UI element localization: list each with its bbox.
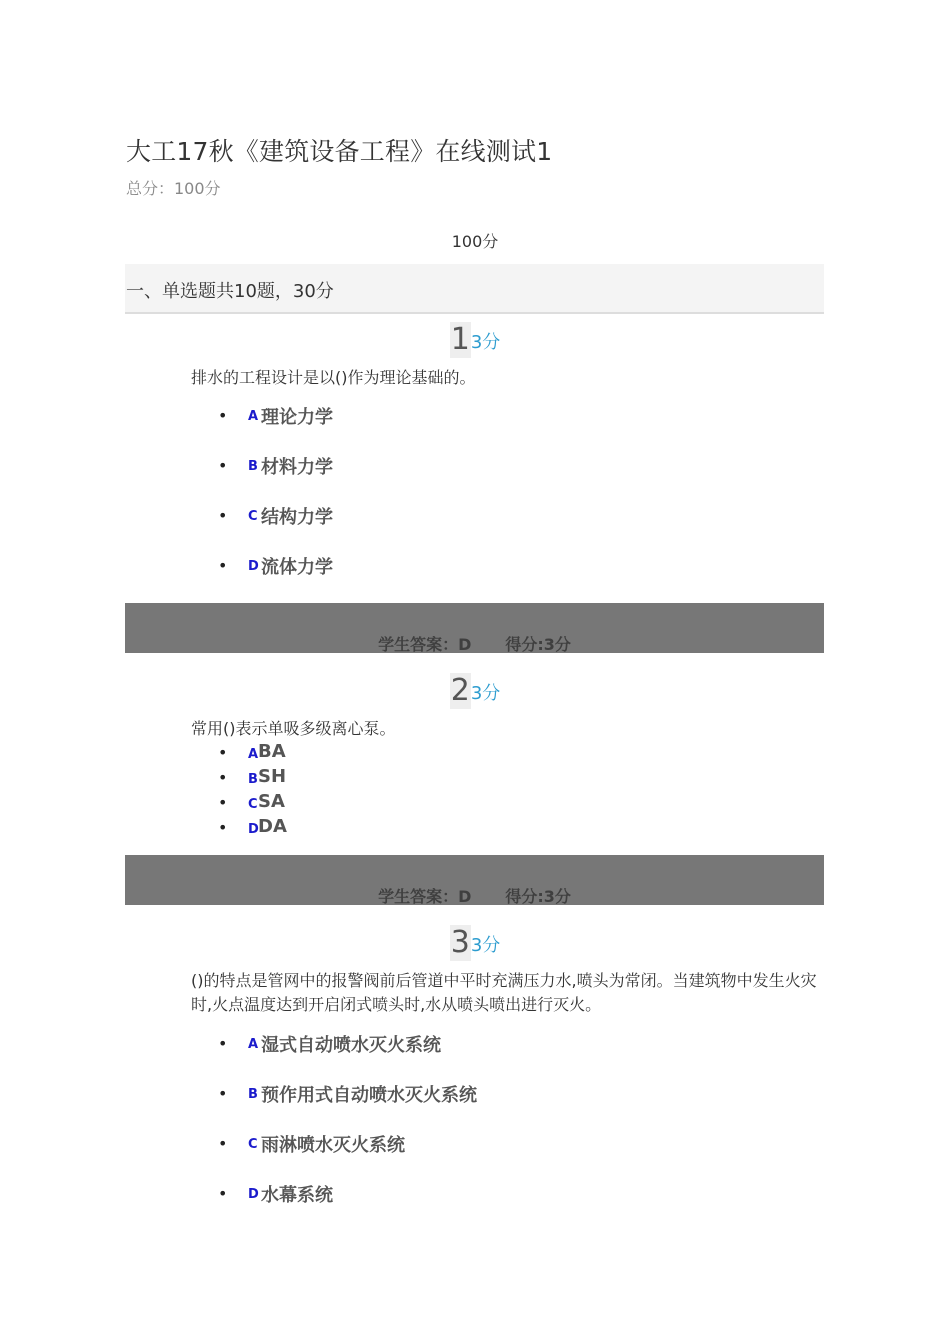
question-points: 3分 <box>470 683 501 704</box>
option-letter: C <box>248 509 258 524</box>
question-2-header <box>0 673 950 709</box>
bullet-icon: • <box>218 818 228 837</box>
option-letter: C <box>248 797 258 812</box>
page-title: 大工17秋《建筑设备工程》在线测试1 <box>126 137 553 166</box>
bullet-icon: • <box>218 793 228 812</box>
question-2-answer-bar <box>125 855 824 905</box>
option-letter: A <box>248 1037 259 1052</box>
answer-summary <box>125 884 824 907</box>
bullet-icon: • <box>218 506 228 525</box>
option-letter: B <box>248 772 258 787</box>
option-text: 流体力学 <box>261 557 333 578</box>
option-text: 预作用式自动喷水灭火系统 <box>261 1085 477 1106</box>
student-answer: 学生答案：D <box>378 635 472 654</box>
question-2-text: 常用()表示单吸多级离心泵。 <box>191 719 396 738</box>
question-points: 3分 <box>470 935 501 956</box>
option-text: 水幕系统 <box>261 1185 333 1206</box>
student-answer: 学生答案：D <box>378 887 472 906</box>
option-letter: D <box>248 559 259 574</box>
option-letter: A <box>248 747 259 762</box>
option-text: 材料力学 <box>261 457 333 478</box>
obtained-score: 100分 <box>451 232 499 251</box>
option-letter: D <box>248 1187 259 1202</box>
question-3-header <box>0 925 950 961</box>
earned-score: 得分:3分 <box>505 887 571 906</box>
option-text: BA <box>258 741 286 762</box>
bullet-icon: • <box>218 406 228 425</box>
bullet-icon: • <box>218 768 228 787</box>
option-text: 结构力学 <box>261 507 333 528</box>
option-letter: D <box>248 822 259 837</box>
total-score: 总分：100分 <box>126 179 221 198</box>
option-letter: A <box>248 409 259 424</box>
bullet-icon: • <box>218 1034 228 1053</box>
question-number: 1 <box>450 322 470 357</box>
bullet-icon: • <box>218 1134 228 1153</box>
option-letter: C <box>248 1137 258 1152</box>
bullet-icon: • <box>218 1084 228 1103</box>
answer-summary <box>125 632 824 655</box>
bullet-icon: • <box>218 1184 228 1203</box>
option-text: 雨淋喷水灭火系统 <box>261 1135 405 1156</box>
option-text: 理论力学 <box>261 407 333 428</box>
section-header <box>125 264 824 314</box>
question-points: 3分 <box>470 332 501 353</box>
earned-score: 得分:3分 <box>505 635 571 654</box>
question-number: 3 <box>450 925 470 960</box>
option-text: SA <box>258 791 285 812</box>
bullet-icon: • <box>218 556 228 575</box>
option-text: DA <box>258 816 287 837</box>
bullet-icon: • <box>218 456 228 475</box>
option-letter: B <box>248 1087 258 1102</box>
option-letter: B <box>248 459 258 474</box>
option-text: SH <box>258 766 287 787</box>
option-text: 湿式自动喷水灭火系统 <box>261 1035 441 1056</box>
question-3-text: ()的特点是管网中的报警阀前后管道中平时充满压力水,喷头为常闭。当建筑物中发生火灾时,火点温度达到开启闭式喷头时,水从喷头喷出进行灭火。 <box>191 971 817 1014</box>
question-1-answer-bar <box>125 603 824 653</box>
section-title: 一、单选题共10题，30分 <box>126 281 334 302</box>
question-1-text: 排水的工程设计是以()作为理论基础的。 <box>191 368 476 387</box>
question-1-header <box>0 322 950 358</box>
question-number: 2 <box>450 673 470 708</box>
bullet-icon: • <box>218 743 228 762</box>
